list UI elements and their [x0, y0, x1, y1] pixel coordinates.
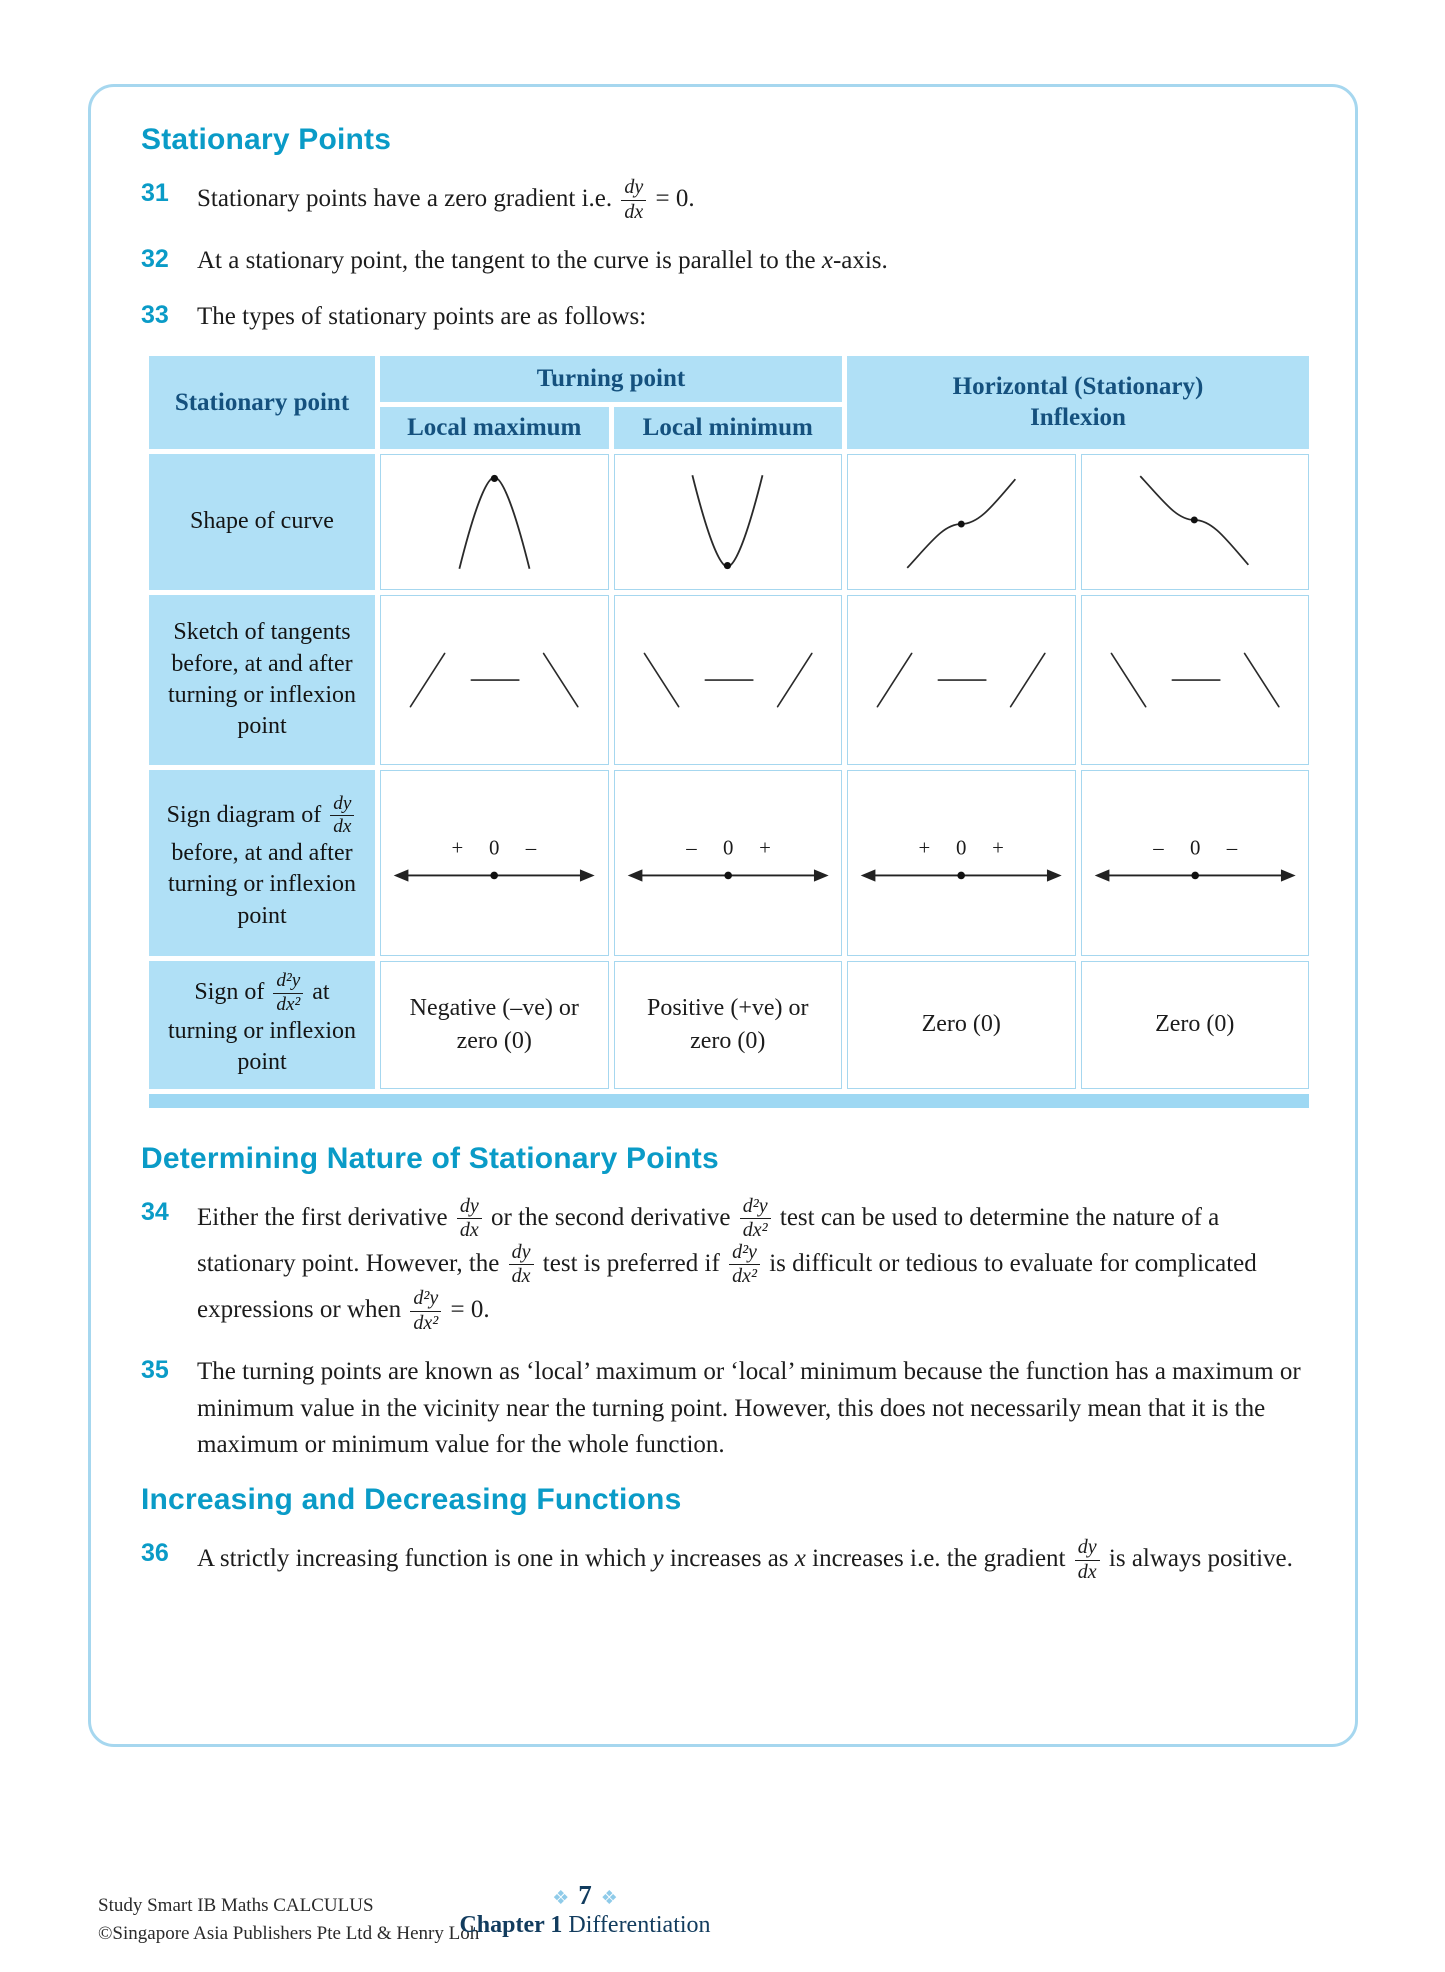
- sign-diagram-minus-zero-plus-icon: [624, 835, 832, 891]
- fraction-dy-dx: [509, 1242, 534, 1288]
- point-number: 36: [141, 1539, 169, 1567]
- shape-cell-inflexion-rising: [847, 454, 1076, 590]
- tangents-local-maximum-icon: [399, 642, 589, 718]
- local-maximum-curve-icon: [436, 471, 553, 573]
- row-label-shape-of-curve: [149, 454, 375, 590]
- imprint-line2: ©Singapore Asia Publishers Pte Ltd & Henry Loh: [98, 1922, 480, 1944]
- point-text: [197, 177, 1309, 223]
- shape-cell-local-minimum: [614, 454, 843, 590]
- svg-text:+: +: [758, 835, 771, 860]
- fraction-numerator: d²y: [410, 1288, 441, 1312]
- point-36: [141, 1537, 1309, 1583]
- row-label-text: [161, 971, 363, 1078]
- table-header-stationary-point: [149, 356, 375, 449]
- text-run: increases as: [663, 1544, 795, 1572]
- point-text: [197, 1196, 1309, 1335]
- point-35: [141, 1354, 1309, 1463]
- sign-diagram-cell-local-minimum: [614, 770, 843, 956]
- imprint-line1: Study Smart IB Maths CALCULUS: [98, 1895, 374, 1916]
- tangents-cell-local-maximum: [380, 595, 609, 765]
- svg-text:0: 0: [722, 835, 733, 860]
- point-34: [141, 1196, 1309, 1335]
- point-number: 34: [141, 1197, 169, 1226]
- diamond-icon: ❖: [600, 1888, 618, 1909]
- fraction-numerator: dy: [509, 1242, 534, 1266]
- fraction-d2y-dx2: [273, 971, 303, 1015]
- fraction-denominator: dx²: [413, 1311, 439, 1334]
- point-number: 33: [141, 301, 169, 330]
- fraction-d2y-dx2: [410, 1288, 441, 1334]
- text-run: or the second derivative: [484, 1203, 737, 1231]
- falling-inflexion-curve-icon: [1128, 471, 1261, 573]
- fraction-numerator: d²y: [729, 1242, 760, 1266]
- math-variable-x: x: [821, 247, 833, 275]
- svg-text:–: –: [1226, 835, 1237, 860]
- local-minimum-curve-icon: [669, 471, 786, 573]
- page-number: 7: [578, 1880, 592, 1910]
- row-label-sketch-of-tangents: [149, 595, 375, 765]
- fraction-denominator: dx: [459, 1219, 479, 1242]
- row-label-text: Shape of curve: [190, 508, 334, 535]
- header-label-line1: Horizontal (Stationary): [952, 372, 1204, 400]
- text-run: Either the first derivative: [197, 1203, 454, 1231]
- tangents-cell-local-minimum: [614, 595, 843, 765]
- fraction-denominator: dx²: [276, 994, 301, 1015]
- point-text: The types of stationary points are as follows:: [197, 303, 647, 331]
- fraction-numerator: dy: [457, 1196, 482, 1220]
- shape-cell-local-maximum: [380, 454, 609, 590]
- fraction-numerator: dy: [330, 794, 354, 817]
- heading-stationary-points: Stationary Points: [141, 123, 392, 156]
- point-number: 32: [141, 245, 169, 274]
- svg-text:0: 0: [1189, 835, 1200, 860]
- second-derivative-cell-local-maximum: Negative (–ve) or zero (0): [380, 961, 609, 1089]
- text-run: At a stationary point, the tangent to the curve is parallel to the: [197, 247, 822, 275]
- svg-text:–: –: [1152, 835, 1164, 860]
- point-text: [197, 243, 1309, 279]
- fraction-denominator: dx: [624, 200, 644, 223]
- svg-text:+: +: [451, 835, 464, 860]
- text-run: before, at and after turning or inflexion point: [168, 840, 356, 929]
- fraction-denominator: dx: [333, 816, 352, 838]
- fraction-dy-dx: [1075, 1537, 1100, 1583]
- text-run: test is preferred if: [536, 1249, 727, 1277]
- text-run: at turning or inflexion point: [168, 979, 356, 1075]
- stationary-points-table: [149, 356, 1309, 1108]
- second-derivative-cell-local-minimum: Positive (+ve) or zero (0): [614, 961, 843, 1089]
- page-number-row: [410, 1880, 760, 1911]
- fraction-denominator: dx: [511, 1265, 531, 1288]
- svg-text:+: +: [992, 835, 1004, 860]
- math-variable-x: x: [794, 1544, 806, 1572]
- table-header-turning-point: [380, 356, 842, 402]
- sign-diagram-plus-zero-plus-icon: [857, 835, 1065, 891]
- fraction-numerator: dy: [1075, 1537, 1100, 1561]
- fraction-numerator: dy: [621, 177, 646, 201]
- heading-increasing-decreasing: Increasing and Decreasing Functions: [141, 1483, 682, 1516]
- row-label-text: Sketch of tangents before, at and after turning or inflexion point: [168, 619, 356, 739]
- sign-diagram-cell-inflexion-rising: [847, 770, 1076, 956]
- point-number: 35: [141, 1356, 169, 1385]
- fraction-denominator: dx²: [742, 1219, 768, 1242]
- text-run: -axis.: [832, 247, 888, 275]
- fraction-dy-dx: [330, 794, 354, 838]
- sign-diagram-plus-zero-minus-icon: [390, 835, 598, 891]
- text-run: = 0.: [444, 1295, 490, 1323]
- chapter-line: [410, 1912, 760, 1939]
- text-run: Sign diagram of: [166, 801, 328, 828]
- chapter-label: Chapter 1: [459, 1912, 563, 1938]
- header-label-line2: Inflexion: [1030, 404, 1126, 432]
- fraction-denominator: dx²: [732, 1265, 757, 1288]
- fraction-d2y-dx2: [740, 1196, 771, 1242]
- fraction-d2y-dx2: [729, 1242, 760, 1288]
- sign-diagram-minus-zero-minus-icon: [1091, 835, 1299, 891]
- svg-text:0: 0: [956, 835, 967, 860]
- tangents-cell-inflexion-falling: [1081, 595, 1310, 765]
- point-number: 31: [141, 179, 169, 207]
- svg-text:–: –: [685, 835, 697, 860]
- text-run: is always positive.: [1102, 1544, 1293, 1572]
- diamond-icon: ❖: [552, 1888, 570, 1909]
- header-label: Turning point: [536, 365, 686, 393]
- chapter-title: Differentiation: [568, 1912, 711, 1938]
- fraction-denominator: dx: [1077, 1560, 1097, 1583]
- text-run: A strictly increasing function is one in which: [197, 1544, 653, 1572]
- fraction-numerator: d²y: [740, 1196, 771, 1220]
- heading-determining-nature: Determining Nature of Stationary Points: [141, 1141, 719, 1175]
- text-run: test can be used to determine the nature of a stationary point. However, the: [197, 1203, 1220, 1277]
- second-derivative-cell-inflexion-rising: Zero (0): [847, 961, 1076, 1089]
- page-footer-center: [410, 1880, 760, 1939]
- table-header-local-minimum: [614, 407, 843, 449]
- row-label-sign-diagram: [149, 770, 375, 956]
- fraction-dy-dx: [457, 1196, 482, 1242]
- tangents-cell-inflexion-rising: [847, 595, 1076, 765]
- second-derivative-cell-inflexion-falling: Zero (0): [1081, 961, 1310, 1089]
- rising-inflexion-curve-icon: [895, 471, 1028, 573]
- tangents-falling-inflexion-icon: [1100, 642, 1290, 718]
- text-run: increases i.e. the gradient: [805, 1544, 1072, 1572]
- svg-text:–: –: [525, 835, 537, 860]
- row-label-second-derivative-sign: [149, 961, 375, 1089]
- table-bottom-strip: [149, 1094, 1309, 1108]
- tangents-local-minimum-icon: [633, 642, 823, 718]
- fraction-dy-dx: [621, 177, 646, 223]
- point-31: [141, 177, 1309, 223]
- text-run: is difficult or tedious to evaluate for complicated expressions or when: [197, 1249, 1257, 1323]
- row-label-text: [161, 794, 363, 932]
- point-32: [141, 243, 1309, 279]
- svg-text:0: 0: [489, 835, 500, 860]
- text-run: Sign of: [194, 979, 271, 1006]
- sign-diagram-cell-inflexion-falling: [1081, 770, 1310, 956]
- header-label: Local maximum: [407, 414, 582, 442]
- fraction-numerator: d²y: [273, 971, 303, 994]
- point-33: [141, 299, 1309, 335]
- point-text: The turning points are known as ‘local’ maximum or ‘local’ minimum because the function has a maximum or minimum value in the vicinity near the turning point. However, this does not necessarily mean that it is the maximum or minimum value for the whole function.: [197, 1358, 1301, 1458]
- tangents-rising-inflexion-icon: [866, 642, 1056, 718]
- svg-text:+: +: [918, 835, 931, 860]
- text-run: Stationary points have a zero gradient i.e.: [197, 184, 619, 212]
- header-label: Local minimum: [642, 414, 813, 442]
- table-header-horizontal-inflexion: [847, 356, 1309, 449]
- page-content-border-box: [88, 84, 1358, 1747]
- text-run: = 0.: [649, 184, 695, 212]
- header-label: Stationary point: [174, 388, 350, 416]
- point-text: [197, 1537, 1309, 1583]
- table-header-local-maximum: [380, 407, 609, 449]
- shape-cell-inflexion-falling: [1081, 454, 1310, 590]
- math-variable-y: y: [652, 1544, 664, 1572]
- sign-diagram-cell-local-maximum: [380, 770, 609, 956]
